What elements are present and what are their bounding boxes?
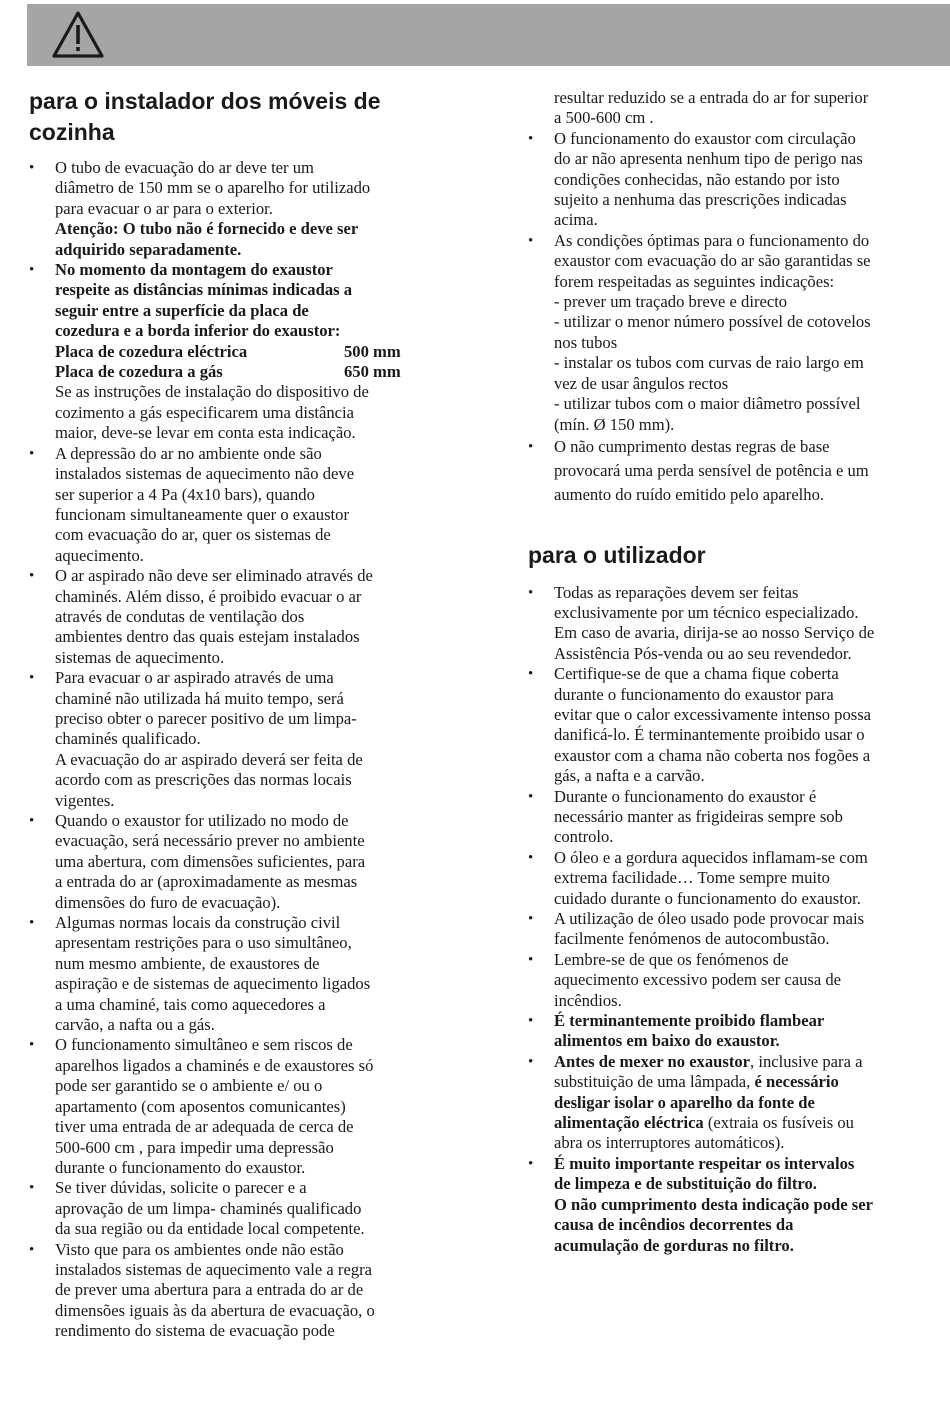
text-line: cozimento a gás especificarem uma distância bbox=[55, 402, 355, 422]
text-line: • Todas as reparações devem ser feitas bbox=[554, 582, 799, 602]
text-line: vez de usar ângulos rectos bbox=[554, 373, 729, 393]
text-line: necessário manter as frigideiras sempre sob bbox=[554, 806, 843, 826]
installer-item bbox=[528, 88, 948, 129]
text-line: resultar reduzido se a entrada do ar for superior bbox=[554, 88, 869, 107]
text-line: causa de incêndios decorrentes da bbox=[554, 1215, 794, 1235]
text-line: apartamento (com aposentos comunicantes) bbox=[55, 1096, 346, 1116]
text-line: a 500-600 cm . bbox=[554, 108, 654, 128]
text-run: abra os interruptores automáticos). bbox=[554, 1133, 785, 1153]
text-line: acima. bbox=[554, 210, 598, 230]
text-line: • É muito importante respeitar os intervalos bbox=[554, 1153, 855, 1173]
text-line: dimensões iguais às da abertura de evacuação, o bbox=[55, 1300, 375, 1320]
text-line: Se as instruções de instalação do dispositivo de bbox=[55, 382, 369, 402]
installer-instructions-continued-list bbox=[528, 88, 948, 508]
text-line: instalados sistemas de aquecimento não deve bbox=[55, 464, 355, 484]
text-line: • É terminantemente proibido flambear bbox=[554, 1011, 825, 1031]
text-line: • Visto que para os ambientes onde não estão bbox=[55, 1239, 344, 1259]
warning-banner bbox=[27, 4, 950, 66]
text-line: cozedura e a borda inferior do exaustor: bbox=[55, 321, 341, 341]
text-line: Assistência Pós-venda ou ao seu revendedor. bbox=[554, 643, 852, 663]
text-line: danificá-lo. É terminantemente proibido usar o bbox=[554, 725, 865, 745]
distance-row bbox=[55, 362, 453, 382]
text-line: Atenção: O tubo não é fornecido e deve ser bbox=[55, 219, 359, 239]
text-line: chaminés. Além disso, é proibido evacuar o ar bbox=[55, 586, 362, 606]
text-line: provocará uma perda sensível de potência e um bbox=[554, 461, 869, 481]
text-line: gás, a nafta e a carvão. bbox=[554, 766, 705, 786]
text-run: alimentação eléctrica bbox=[554, 1113, 704, 1133]
installer-item bbox=[528, 231, 948, 435]
text-line: funcionam simultaneamente quer o exaustor bbox=[55, 504, 349, 524]
user-item bbox=[528, 664, 948, 786]
text-line: • Quando o exaustor for utilizado no modo de bbox=[55, 811, 349, 830]
text-line: durante o funcionamento do exaustor para bbox=[554, 684, 834, 704]
text-line: 500-600 cm , para impedir uma depressão bbox=[55, 1137, 334, 1157]
text-line: • A utilização de óleo usado pode provocar mais bbox=[554, 909, 865, 929]
text-line: adquirido separadamente. bbox=[55, 239, 242, 259]
user-item bbox=[528, 787, 948, 848]
text-run: é necessário bbox=[754, 1072, 839, 1092]
text-line: evitar que o calor excessivamente intenso possa bbox=[554, 704, 872, 724]
text-line: uma abertura, com dimensões suficientes, para bbox=[55, 851, 366, 871]
installer-item bbox=[29, 158, 453, 219]
distance-label: Placa de cozedura a gás bbox=[55, 362, 223, 382]
user-item bbox=[528, 909, 948, 950]
installer-item bbox=[528, 435, 948, 508]
text-line: aquecimento. bbox=[55, 545, 144, 565]
user-item bbox=[528, 950, 948, 1011]
text-run: Antes de mexer no exaustor bbox=[554, 1051, 751, 1071]
distance-value: 650 mm bbox=[344, 362, 401, 382]
text-line: • O óleo e a gordura aquecidos inflamam-se com bbox=[554, 847, 868, 867]
text-line: exaustor com a chama não coberta nos fogões a bbox=[554, 745, 871, 765]
text-line: acordo com as prescrições das normas locais bbox=[55, 770, 352, 790]
text-line: condições conhecidas, não estando por isto bbox=[554, 169, 840, 189]
text-line: a entrada do ar (aproximadamente as mesmas bbox=[55, 872, 358, 892]
text-line: • As condições óptimas para o funcionamento do bbox=[554, 230, 870, 250]
text-line bbox=[554, 1052, 948, 1072]
text-line: - instalar os tubos com curvas de raio largo em bbox=[554, 353, 864, 373]
text-run: (extraia os fusíveis ou bbox=[703, 1113, 854, 1133]
text-line: • No momento da montagem do exaustor bbox=[55, 260, 333, 280]
text-line: num mesmo ambiente, de exaustores de bbox=[55, 953, 320, 973]
text-line: • Se tiver dúvidas, solicite o parecer e a bbox=[55, 1178, 307, 1198]
text-line: • Certifique-se de que a chama fique coberta bbox=[554, 664, 839, 684]
text-line: • O não cumprimento destas regras de base bbox=[554, 436, 830, 456]
text-line: • Durante o funcionamento do exaustor é bbox=[554, 786, 817, 806]
text-line: evacuação, será necessário prever no ambiente bbox=[55, 831, 365, 851]
text-run: desligar isolar o aparelho da fonte de bbox=[554, 1092, 815, 1112]
text-line: a uma chaminé, tais como aquecedores a bbox=[55, 994, 326, 1014]
installer-instructions-list bbox=[29, 158, 453, 1342]
text-line: chaminé não utilizada há muito tempo, será bbox=[55, 688, 344, 708]
text-line bbox=[554, 1113, 948, 1133]
installer-item bbox=[29, 811, 453, 913]
installer-item bbox=[29, 566, 453, 668]
text-line: aprovação de um limpa- chaminés qualificado bbox=[55, 1198, 362, 1218]
text-line: chaminés qualificado. bbox=[55, 729, 201, 749]
text-line: facilmente fenómenos de autocombustão. bbox=[554, 929, 830, 949]
text-line: - utilizar tubos com o maior diâmetro possível bbox=[554, 394, 861, 414]
text-line: cuidado durante o funcionamento do exaustor. bbox=[554, 888, 861, 908]
warning-note bbox=[29, 219, 453, 260]
text-line: dimensões do furo de evacuação). bbox=[55, 892, 281, 912]
distance-row bbox=[55, 342, 453, 362]
text-line: • Lembre-se de que os fenómenos de bbox=[554, 949, 789, 969]
text-line: com evacuação do ar, quer os sistemas de bbox=[55, 525, 331, 545]
text-line: alimentos em baixo do exaustor. bbox=[554, 1031, 780, 1051]
text-line: • O funcionamento do exaustor com circulação bbox=[554, 128, 856, 148]
installer-item bbox=[29, 1035, 453, 1178]
text-line: rendimento do sistema de evacuação pode bbox=[55, 1321, 335, 1341]
text-line bbox=[554, 1072, 948, 1092]
text-line: ambientes dentro das quais estejam instalados bbox=[55, 627, 360, 647]
text-line: A evacuação do ar aspirado deverá ser feita de bbox=[55, 749, 363, 769]
user-item bbox=[528, 1052, 948, 1154]
text-line: carvão, a nafta ou a gás. bbox=[55, 1015, 215, 1035]
text-line: tiver uma entrada de ar adequada de cerca de bbox=[55, 1117, 354, 1137]
text-line: respeite as distâncias mínimas indicadas a bbox=[55, 280, 353, 300]
installer-item bbox=[29, 444, 453, 566]
text-run: substituição de uma lâmpada, bbox=[554, 1072, 755, 1092]
text-line: aspiração e de sistemas de aquecimento ligados bbox=[55, 974, 371, 994]
text-line: exaustor com evacuação do ar são garantidas se bbox=[554, 251, 871, 271]
text-line: • Para evacuar o ar aspirado através de uma bbox=[55, 668, 334, 688]
text-line: aparelhos ligados a chaminés e de exaustores só bbox=[55, 1055, 374, 1075]
text-line: (mín. Ø 150 mm). bbox=[554, 414, 675, 434]
text-line bbox=[554, 1093, 948, 1113]
text-line: seguir entre a superfície da placa de bbox=[55, 300, 309, 320]
text-line: Em caso de avaria, dirija-se ao nosso Serviço de bbox=[554, 623, 875, 643]
text-line: • A depressão do ar no ambiente onde são bbox=[55, 443, 322, 463]
text-line: aquecimento excessivo podem ser causa de bbox=[554, 970, 842, 990]
text-line: durante o funcionamento do exaustor. bbox=[55, 1157, 306, 1177]
text-line: • Algumas normas locais da construção civil bbox=[55, 913, 341, 933]
text-line: exclusivamente por um técnico especializado. bbox=[554, 602, 859, 622]
text-line: apresentam restrições para o uso simultâneo, bbox=[55, 933, 352, 953]
text-line: para evacuar o ar para o exterior. bbox=[55, 198, 273, 218]
text-line: acumulação de gorduras no filtro. bbox=[554, 1235, 794, 1255]
text-line: do ar não apresenta nenhum tipo de perigo nas bbox=[554, 149, 863, 169]
text-line: através de condutas de ventilação dos bbox=[55, 606, 305, 626]
text-line: de prever uma abertura para a entrada do ar de bbox=[55, 1280, 364, 1300]
distance-value: 500 mm bbox=[344, 341, 401, 361]
distance-label: Placa de cozedura eléctrica bbox=[55, 341, 248, 361]
right-column bbox=[528, 88, 948, 1256]
text-line: - utilizar o menor número possível de cotovelos bbox=[554, 312, 871, 332]
text-line: vigentes. bbox=[55, 790, 115, 810]
text-line: nos tubos bbox=[554, 332, 618, 352]
text-line: • O funcionamento simultâneo e sem riscos de bbox=[55, 1035, 353, 1055]
text-line: • O ar aspirado não deve ser eliminado através de bbox=[55, 566, 373, 586]
installer-item bbox=[29, 260, 453, 444]
text-line: controlo. bbox=[554, 827, 614, 847]
text-line: incêndios. bbox=[554, 990, 622, 1010]
text-line bbox=[554, 1133, 948, 1153]
text-line: extrema facilidade… Tome sempre muito bbox=[554, 868, 830, 888]
text-line: - prever um traçado breve e directo bbox=[554, 292, 788, 312]
text-line: sujeito a nenhuma das prescrições indicadas bbox=[554, 190, 847, 210]
text-line: aumento do ruído emitido pelo aparelho. bbox=[554, 485, 825, 505]
text-line: de limpeza e de substituição do filtro. bbox=[554, 1174, 817, 1194]
installer-item bbox=[528, 129, 948, 231]
user-item bbox=[528, 583, 948, 665]
installer-item bbox=[29, 1240, 453, 1342]
warning-triangle-icon bbox=[51, 10, 105, 60]
user-item bbox=[528, 848, 948, 909]
text-line: forem respeitadas as seguintes indicações: bbox=[554, 271, 835, 291]
user-item bbox=[528, 1154, 948, 1256]
text-run: , inclusive para a bbox=[750, 1051, 863, 1071]
text-line: • O tubo de evacuação do ar deve ter um bbox=[55, 158, 314, 177]
left-column bbox=[29, 86, 453, 1342]
text-line: da sua região ou da entidade local competente. bbox=[55, 1219, 365, 1239]
user-item bbox=[528, 1011, 948, 1052]
installer-item bbox=[29, 913, 453, 1035]
user-section-title: para o utilizador bbox=[528, 541, 706, 568]
installer-item bbox=[29, 668, 453, 811]
installer-section-title: para o instalador dos móveis de cozinha bbox=[29, 88, 381, 145]
text-line: preciso obter o parecer positivo de um limpa- bbox=[55, 708, 357, 728]
user-instructions-list bbox=[528, 583, 948, 1256]
text-line: diâmetro de 150 mm se o aparelho for utilizado bbox=[55, 178, 371, 198]
text-line: sistemas de aquecimento. bbox=[55, 647, 225, 667]
text-line: maior, deve-se levar em conta esta indicação. bbox=[55, 423, 356, 443]
text-line: ser superior a 4 Pa (4x10 bars), quando bbox=[55, 484, 315, 504]
text-line: pode ser garantido se o ambiente e/ ou o bbox=[55, 1076, 323, 1096]
text-line: O não cumprimento desta indicação pode ser bbox=[554, 1194, 873, 1214]
installer-item bbox=[29, 1178, 453, 1239]
text-line: instalados sistemas de aquecimento vale a regra bbox=[55, 1259, 373, 1279]
